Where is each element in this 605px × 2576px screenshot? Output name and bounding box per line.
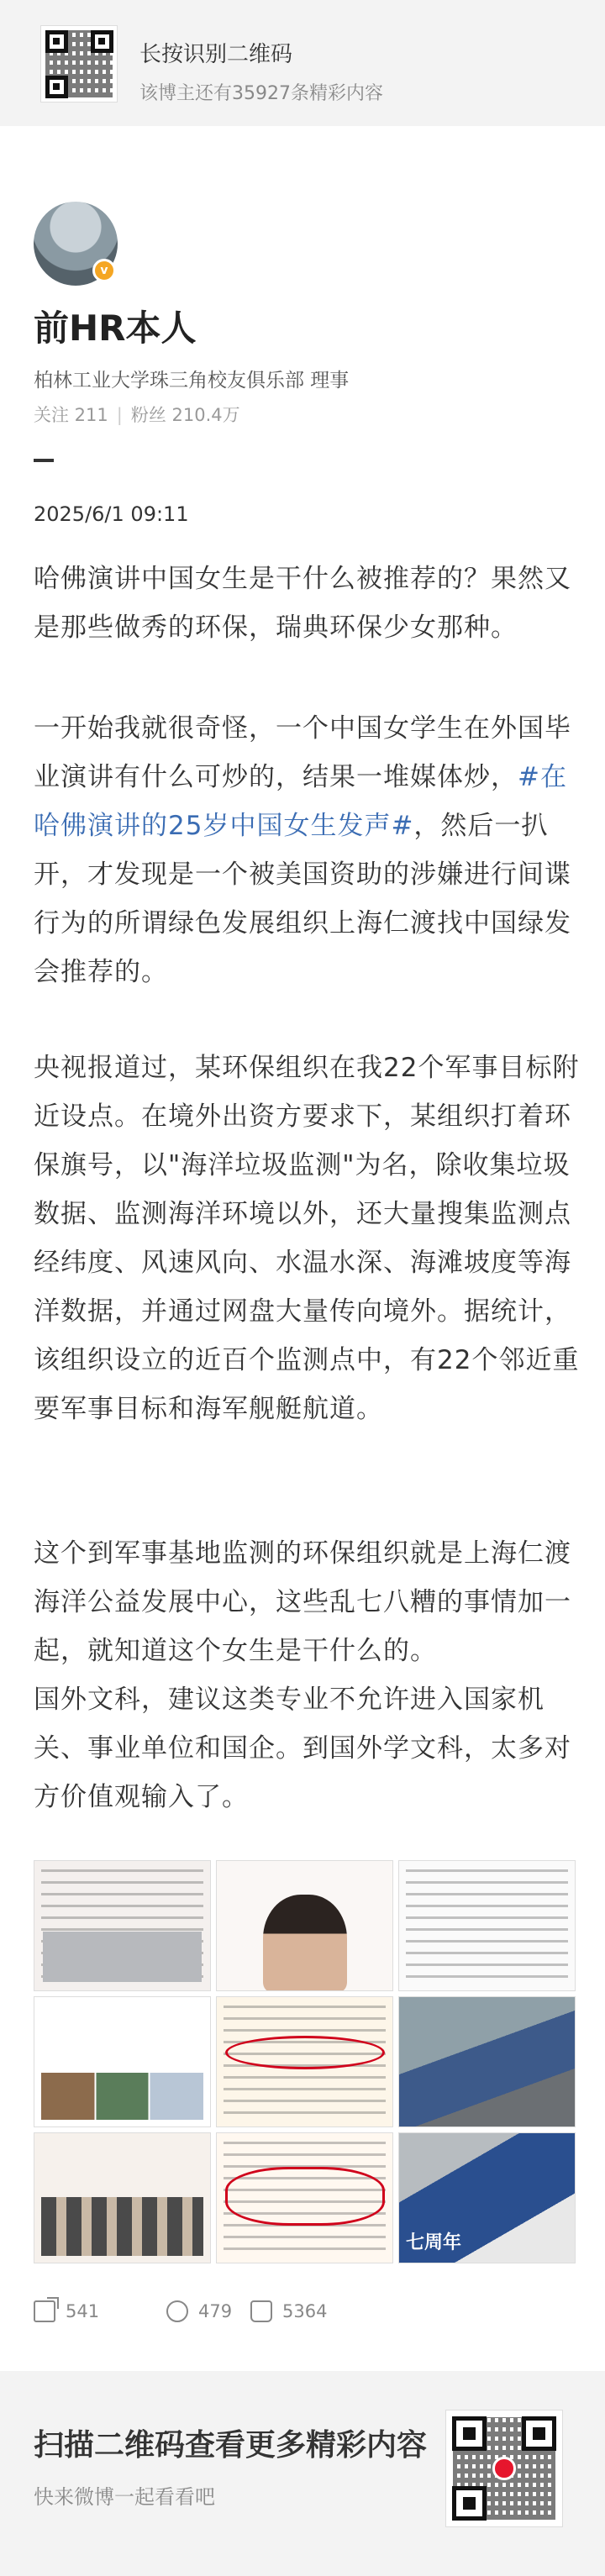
post-image-9[interactable]: [398, 2132, 576, 2263]
bottom-banner-subtitle: 快来微博一起看看吧: [34, 2485, 215, 2509]
qr-code-icon[interactable]: [40, 25, 118, 103]
author-name[interactable]: 前HR本人: [34, 308, 197, 349]
share-button[interactable]: [34, 2300, 99, 2322]
post-paragraph-1: 哈佛演讲中国女生是干什么被推荐的？果然又是那些做秀的环保，瑞典环保少女那种。: [34, 564, 571, 643]
post-image-3[interactable]: [398, 1860, 576, 1991]
post-image-5[interactable]: [216, 1996, 393, 2127]
comment-count: 479: [198, 2301, 233, 2321]
author-description: 柏林工业大学珠三角校友俱乐部 理事: [34, 370, 350, 392]
like-button[interactable]: [250, 2300, 327, 2322]
author-stats: 关注 211 | 粉丝 210.4万: [34, 405, 240, 425]
followers-count: 粉丝 210.4万: [130, 405, 240, 425]
paragraph-text: ，然后一扒开，才发现是一个被美国资助的涉嫌进行间谍行为的所谓绿色发展组织上海仁渡找中国绿发会推荐的。: [34, 811, 571, 987]
qr-code-icon[interactable]: [445, 2410, 563, 2527]
share-count: 541: [66, 2301, 100, 2321]
like-icon: [250, 2300, 272, 2322]
post-image-2[interactable]: [216, 1860, 393, 1991]
following-count: 关注 211: [34, 405, 108, 425]
post-time: 2025/6/1 09:11: [34, 502, 189, 526]
verified-badge-icon: v: [92, 259, 116, 282]
banner-title: 长按识别二维码: [139, 42, 293, 67]
like-count: 5364: [282, 2301, 328, 2321]
post-image-1[interactable]: [34, 1860, 211, 1991]
weibo-logo-icon: [492, 2457, 516, 2480]
bottom-banner: [0, 2371, 605, 2576]
share-icon: [34, 2300, 55, 2322]
image-grid: [34, 1860, 576, 2265]
comment-button[interactable]: [166, 2300, 232, 2322]
post-paragraph-2: [34, 704, 580, 996]
divider: [34, 459, 54, 462]
topic-link[interactable]: #在哈佛演讲的25岁中国女生发声#: [34, 762, 567, 841]
post-image-4[interactable]: [34, 1996, 211, 2127]
post-image-8[interactable]: [216, 2132, 393, 2263]
comment-icon: [166, 2300, 188, 2322]
bottom-banner-title: 扫描二维码查看更多精彩内容: [34, 2428, 428, 2463]
action-bar: [34, 2300, 571, 2334]
paragraph-text: 一开始我就很奇怪，一个中国女学生在外国毕业演讲有什么可炒的，结果一堆媒体炒，: [34, 713, 571, 792]
post-paragraph-4: 这个到军事基地监测的环保组织就是上海仁渡海洋公益发展中心，这些乱七八糟的事情加一起，就知道这个女生是干什么的。: [34, 1538, 571, 1666]
post-image-6[interactable]: [398, 1996, 576, 2127]
image-caption: 七周年: [406, 2232, 462, 2253]
top-banner: [0, 0, 605, 126]
post-paragraph-5: 国外文科，建议这类专业不允许进入国家机关、事业单位和国企。到国外学文科，太多对方价值观输入了。: [34, 1685, 571, 1812]
post-paragraph-3: 央视报道过，某环保组织在我22个军事目标附近设点。在境外出资方要求下，某组织打着环保旗号，以"海洋垃圾监测"为名，除收集垃圾数据、监测海洋环境以外，还大量搜集监测点经纬度、风速风向、水温水深、海滩坡度等海洋数据，并通过网盘大量传向境外。据统计，该组织设立的近百个监测点中，有22个邻近重要军事目标和海军舰艇航道。: [34, 1053, 580, 1424]
banner-subtitle: 该博主还有35927条精彩内容: [139, 83, 383, 104]
post-image-7[interactable]: [34, 2132, 211, 2263]
